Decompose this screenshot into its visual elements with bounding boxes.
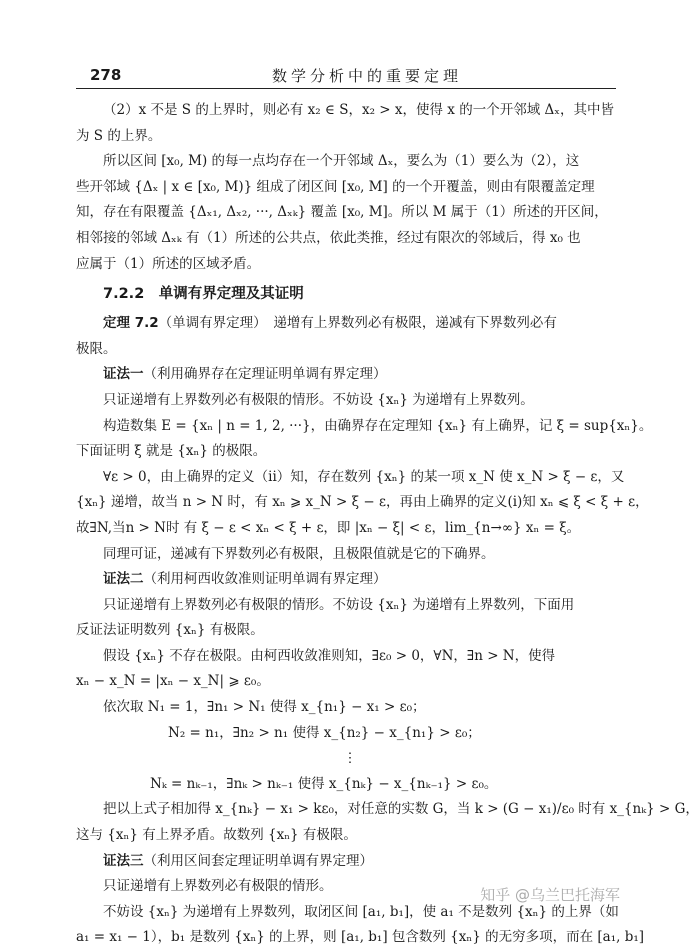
text-line: 相邻接的邻域 Δₓₖ 有（1）所述的公共点，依此类推，经过有限次的邻域后，得 x₀ 也 [76, 229, 581, 246]
text-line: a₁ = x₁ − 1），b₁ 是数列 {xₙ} 的上界，则 [a₁, b₁] 包含数列 {xₙ} 的无穷多项，而在 [a₁, b₁] [76, 929, 645, 946]
text-line: 同理可证，递减有下界数列必有极限，且极限值就是它的下确界。 [103, 545, 495, 562]
theorem-statement: 递增有上界数列必有极限，递减有下界数列必有 [273, 315, 557, 332]
proof-label: 证法一 [103, 366, 144, 383]
proof-title: （利用区间套定理证明单调有界定理） [143, 852, 373, 869]
text-line: 只证递增有上界数列必有极限的情形。不妨设 {xₙ} 为递增有上界数列，下面用 [103, 596, 575, 613]
text-line: 应属于（1）所述的区域矛盾。 [76, 255, 261, 272]
page-number: 278 [90, 66, 122, 84]
text-line: 构造数集 E = {xₙ | n = 1, 2, ···}，由确界存在定理知 {xₙ} 有上确界，记 ξ = sup{xₙ}。 [103, 417, 653, 434]
text-line: 知，存在有限覆盖 {Δₓ₁, Δₓ₂, ···, Δₓₖ} 覆盖 [x₀, M]。所以 M 属于（1）所述的开区间， [76, 204, 608, 221]
proof-label: 证法二 [103, 571, 144, 588]
proof-heading [76, 849, 624, 875]
text-line: 故∃N,当n > N时 有 ξ − ε < xₙ < ξ + ε，即 |xₙ − ξ| < ε，lim_{n→∞} xₙ = ξ。 [76, 519, 581, 536]
text-line: ∀ε > 0，由上确界的定义（ii）知，存在数列 {xₙ} 的某一项 x_N 使 x_N > ξ − ε，又 [103, 468, 625, 485]
page-body [76, 98, 699, 951]
text-line: 只证递增有上界数列必有极限的情形。 [103, 878, 333, 895]
watermark: 知乎 @乌兰巴托海军 [480, 886, 620, 904]
text-line: 假设 {xₙ} 不存在极限。由柯西收敛准则知，∃ε₀ > 0，∀N，∃n > N，使得 [103, 647, 556, 664]
formula-ellipsis: ⋮ [343, 750, 357, 767]
theorem-label: 定理 7.2 [103, 315, 159, 332]
running-title: 数学分析中的重要定理 [272, 67, 463, 85]
proof-label: 证法三 [103, 852, 144, 869]
page-header [76, 58, 616, 89]
proof-heading [76, 567, 624, 593]
proof-title: （利用柯西收敛准则证明单调有界定理） [143, 571, 387, 588]
text-line: 只证递增有上界数列必有极限的情形。不妨设 {xₙ} 为递增有上界数列。 [103, 391, 534, 408]
formula-line: N₂ = n₁，∃n₂ > n₁ 使得 x_{n₂} − x_{n₁} > ε₀； [168, 724, 481, 741]
formula-line: Nₖ = nₖ₋₁，∃nₖ > nₖ₋₁ 使得 x_{nₖ} − x_{nₖ₋₁} > ε₀。 [150, 775, 498, 792]
text-line: 不妨设 {xₙ} 为递增有上界数列，取闭区间 [a₁, b₁]，使 a₁ 不是数列 {xₙ} 的上界（如 [103, 903, 619, 920]
text-line: 些开邻域 {Δₓ | x ∈ [x₀, M)} 组成了闭区间 [x₀, M] 的一个开覆盖，则由有限覆盖定理 [76, 178, 595, 195]
theorem-name: （单调有界定理） [158, 315, 260, 332]
text-line: （2）x 不是 S 的上界时，则必有 x₂ ∈ S，x₂ > x，使得 x 的一个开邻域 Δₓ，其中皆 [103, 102, 614, 118]
text-line: 下面证明 ξ 就是 {xₙ} 的极限。 [76, 443, 267, 460]
text-line: 反证法证明数列 {xₙ} 有极限。 [76, 622, 264, 639]
text-line: {xₙ} 递增，故当 n > N 时，有 xₙ ⩾ x_N > ξ − ε，再由上确界的定义(i)知 xₙ ⩽ ξ < ξ + ε， [76, 494, 649, 511]
text-line: 极限。 [76, 340, 117, 357]
theorem-line [76, 311, 624, 337]
proof-heading [76, 362, 624, 388]
text-line: 把以上式子相加得 x_{nₖ} − x₁ > kε₀，对任意的实数 G，当 k > (G − x₁)/ε₀ 时有 x_{nₖ} > G， [103, 801, 699, 818]
text-line: xₙ − x_N = |xₙ − x_N| ⩾ ε₀。 [76, 673, 270, 690]
proof-title: （利用确界存在定理证明单调有界定理） [143, 366, 387, 383]
text-line: 为 S 的上界。 [76, 127, 162, 144]
text-line: 所以区间 [x₀, M) 的每一点均存在一个开邻域 Δₓ，要么为（1）要么为（2），这 [103, 153, 580, 170]
formula-line: 依次取 N₁ = 1，∃n₁ > N₁ 使得 x_{n₁} − x₁ > ε₀； [103, 699, 426, 716]
section-heading: 7.2.2 单调有界定理及其证明 [103, 286, 304, 303]
text-line: 这与 {xₙ} 有上界矛盾。故数列 {xₙ} 有极限。 [76, 827, 357, 844]
